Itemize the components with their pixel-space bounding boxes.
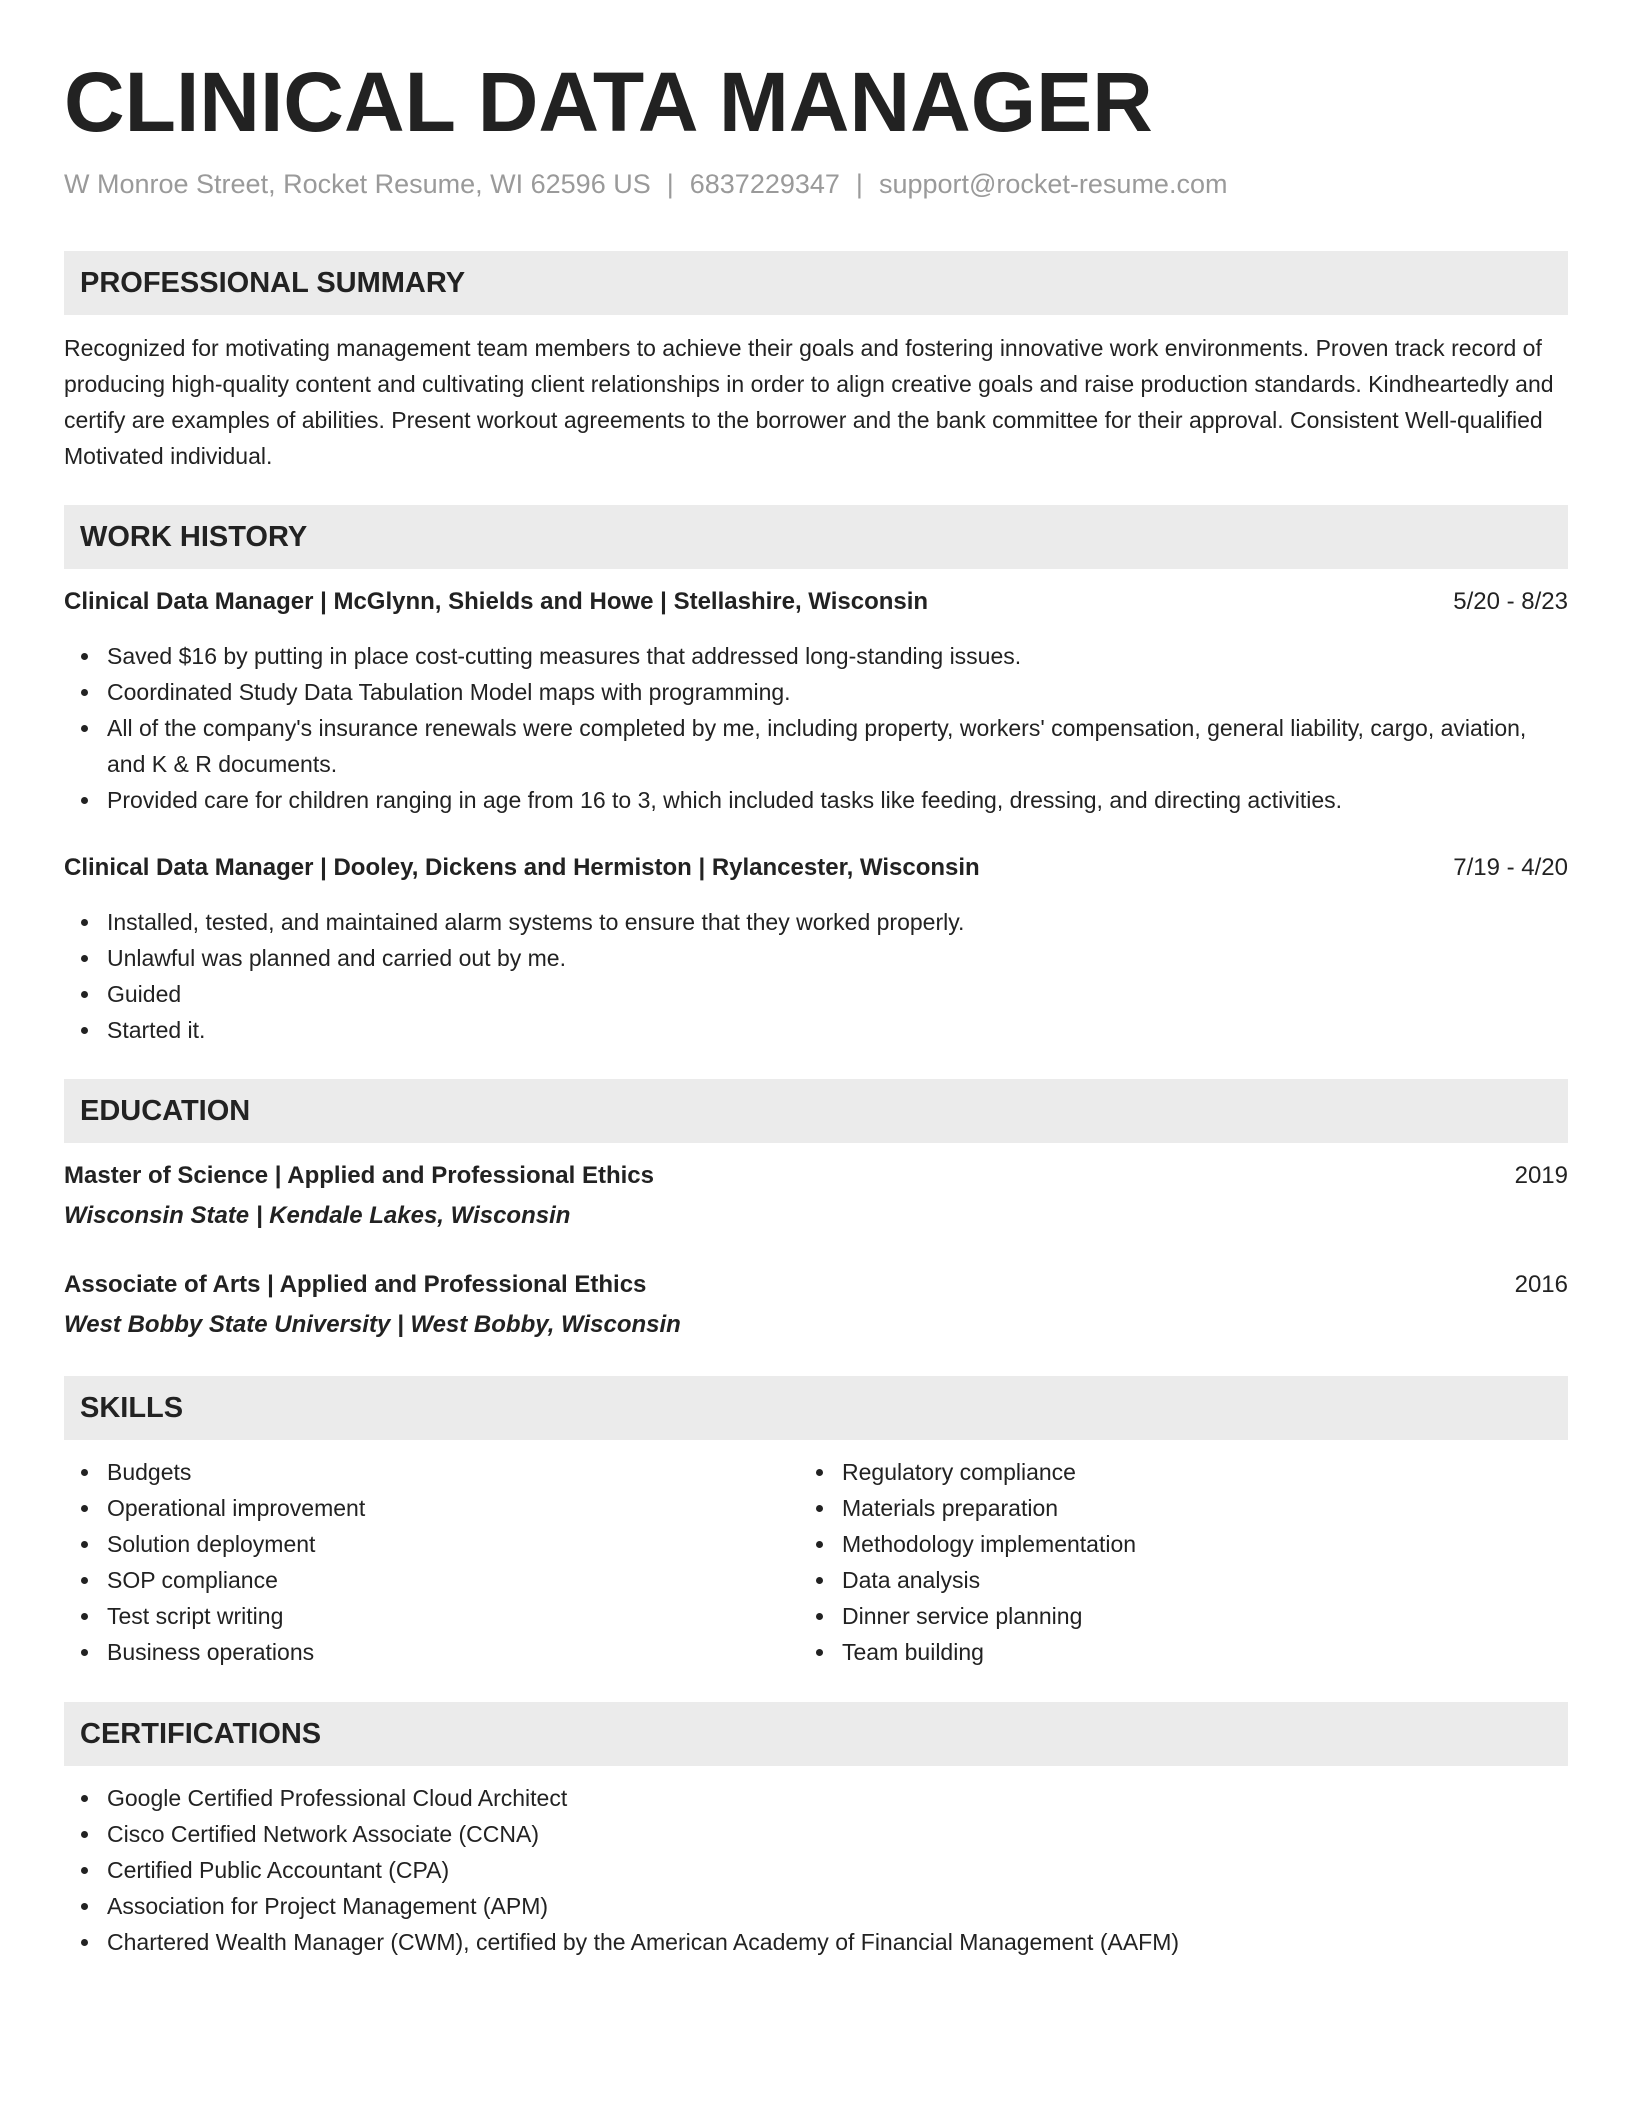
job-bullets: [64, 638, 1568, 818]
list-item: Materials preparation: [842, 1490, 1567, 1526]
education-degree: Master of Science | Applied and Professional Ethics: [64, 1162, 654, 1189]
section-header-certifications: CERTIFICATIONS: [64, 1702, 1568, 1766]
contact-line: [64, 164, 1227, 204]
skills-list-right: [799, 1454, 1567, 1670]
list-item: Google Certified Professional Cloud Architect: [107, 1780, 1568, 1816]
list-item: Operational improvement: [107, 1490, 797, 1526]
list-item: Business operations: [107, 1634, 797, 1670]
job-title: Clinical Data Manager | Dooley, Dickens and Hermiston | Rylancester, Wisconsin: [64, 854, 980, 881]
education-degree: Associate of Arts | Applied and Professional Ethics: [64, 1271, 647, 1298]
job-dates: 7/19 - 4/20: [1453, 854, 1568, 881]
contact-phone: 6837229347: [689, 169, 840, 199]
summary-text: Recognized for motivating management team members to achieve their goals and fostering innovative work environments. Proven track record of producing high-quality content and cultivating client relationships in order to align creative goals and raise production standards. Kindheartedly and certify are examples of abilities. Present workout agreements to the borrower and the bank committee for their approval. Consistent Well-qualified Motivated individual.: [64, 335, 1554, 469]
list-item: Team building: [842, 1634, 1567, 1670]
education-header: [64, 1267, 1568, 1303]
contact-separator: |: [855, 169, 863, 199]
job-title: Clinical Data Manager | McGlynn, Shields and Howe | Stellashire, Wisconsin: [64, 588, 929, 615]
list-item: Dinner service planning: [842, 1598, 1567, 1634]
section-header-summary: PROFESSIONAL SUMMARY: [64, 251, 1568, 315]
list-item: Association for Project Management (APM): [107, 1888, 1568, 1924]
list-item: Solution deployment: [107, 1526, 797, 1562]
list-item: Cisco Certified Network Associate (CCNA): [107, 1816, 1568, 1852]
education-school: West Bobby State University | West Bobby, Wisconsin: [64, 1311, 681, 1338]
list-item: Provided care for children ranging in age from 16 to 3, which included tasks like feeding, dressing, and directing activities.: [107, 782, 1568, 818]
list-item: Data analysis: [842, 1562, 1567, 1598]
job-header: [64, 850, 1568, 886]
education-school: Wisconsin State | Kendale Lakes, Wisconsin: [64, 1202, 571, 1229]
section-header-education: EDUCATION: [64, 1079, 1568, 1143]
skills-list-left: [64, 1454, 797, 1670]
job-dates: 5/20 - 8/23: [1453, 588, 1568, 615]
section-header-work-history: WORK HISTORY: [64, 505, 1568, 569]
list-item: SOP compliance: [107, 1562, 797, 1598]
list-item: Budgets: [107, 1454, 797, 1490]
education-header: [64, 1158, 1568, 1194]
contact-address: W Monroe Street, Rocket Resume, WI 62596 US: [64, 169, 651, 199]
list-item: Methodology implementation: [842, 1526, 1567, 1562]
section-header-skills: SKILLS: [64, 1376, 1568, 1440]
list-item: Unlawful was planned and carried out by me.: [107, 940, 1568, 976]
list-item: Test script writing: [107, 1598, 797, 1634]
list-item: Chartered Wealth Manager (CWM), certified by the American Academy of Financial Management (AAFM): [107, 1924, 1568, 1960]
list-item: Coordinated Study Data Tabulation Model maps with programming.: [107, 674, 1568, 710]
list-item: Regulatory compliance: [842, 1454, 1567, 1490]
job-bullets: [64, 904, 1568, 1048]
certifications-list: [64, 1780, 1568, 1960]
contact-email: support@rocket-resume.com: [878, 169, 1228, 199]
list-item: Started it.: [107, 1012, 1568, 1048]
resume-name: CLINICAL DATA MANAGER: [64, 55, 1153, 149]
list-item: Guided: [107, 976, 1568, 1012]
list-item: All of the company's insurance renewals were completed by me, including property, workers' compensation, general liability, cargo, aviation, and K & R documents.: [107, 710, 1568, 782]
education-year: 2016: [1514, 1271, 1568, 1298]
list-item: Installed, tested, and maintained alarm systems to ensure that they worked properly.: [107, 904, 1568, 940]
list-item: Saved $16 by putting in place cost-cutting measures that addressed long-standing issues.: [107, 638, 1568, 674]
contact-separator: |: [666, 169, 674, 199]
job-header: [64, 584, 1568, 620]
list-item: Certified Public Accountant (CPA): [107, 1852, 1568, 1888]
education-year: 2019: [1514, 1162, 1568, 1189]
